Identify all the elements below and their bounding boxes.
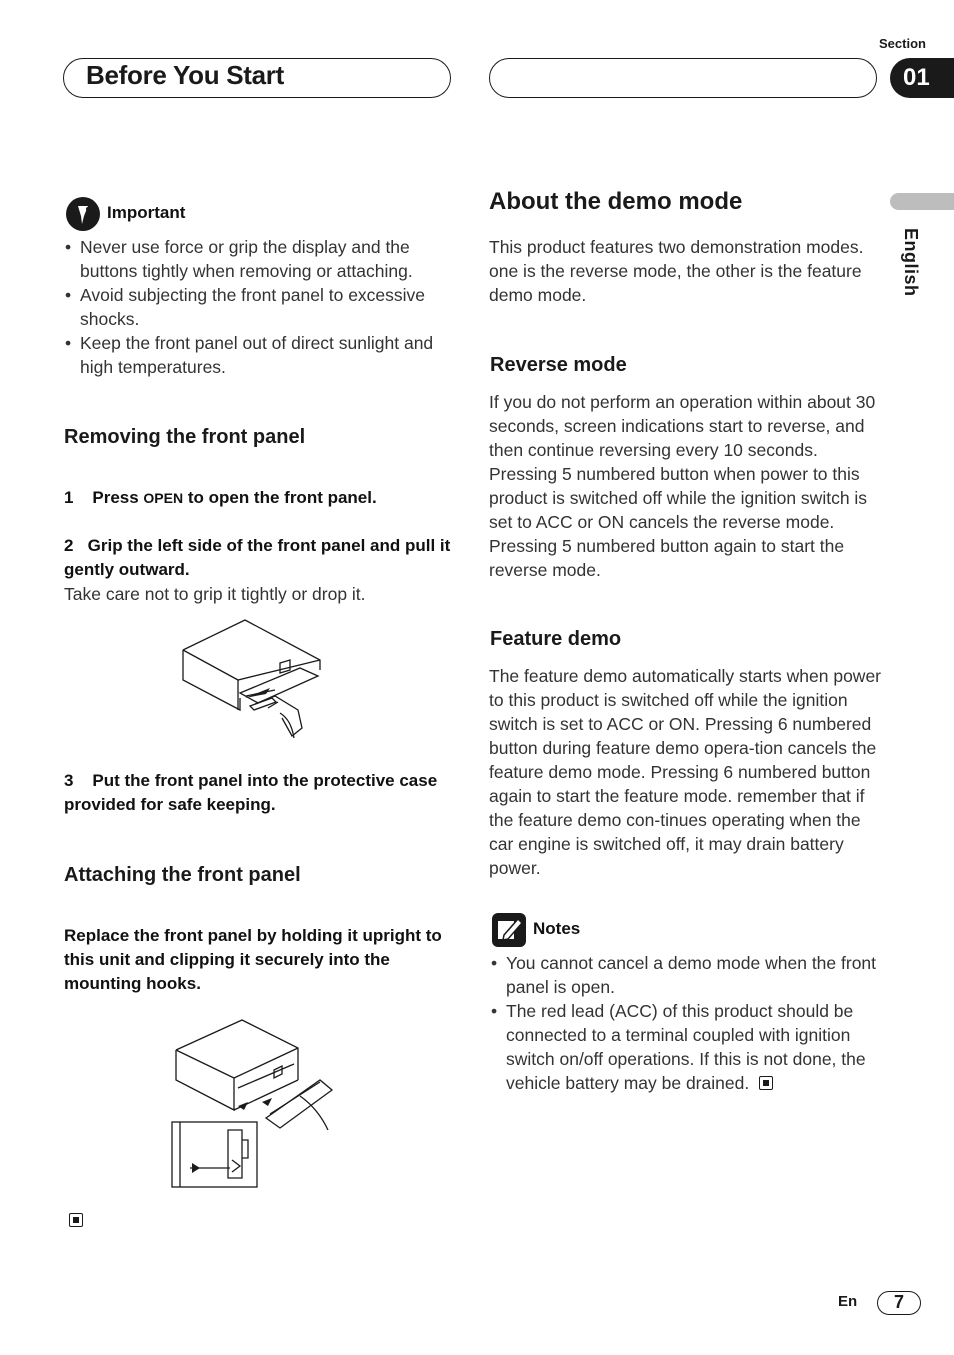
step-text-post: to open the front panel. [183, 488, 377, 507]
important-label: Important [107, 203, 186, 222]
list-item [490, 999, 880, 1095]
notes-label: Notes [533, 919, 581, 938]
language-tab-label: English [901, 228, 921, 297]
removing-panel-illustration [180, 618, 340, 743]
section-number-badge: 01 [890, 58, 954, 98]
section-end-icon [759, 1076, 773, 1090]
feature-demo-heading: Feature demo [490, 628, 622, 650]
page-title: Before You Start [86, 60, 284, 90]
demo-intro-text: This product features two demonstration modes. one is the reverse mode, the other is the feature demo mode. [489, 237, 864, 305]
attaching-heading: Attaching the front panel [64, 864, 301, 886]
step-1 [64, 486, 454, 510]
step-2-note: Take care not to grip it tightly or drop it. [64, 584, 366, 604]
step-2 [64, 534, 456, 582]
footer-lang: En [838, 1293, 858, 1310]
attaching-instruction: Replace the front panel by holding it upright to this unit and clipping it securely into the mounting hooks. [64, 926, 442, 993]
reverse-mode-text: If you do not perform an operation within about 30 seconds, screen indications start to reverse, and then continue reversing every 10 seconds. Pressing 5 numbered button when power to this product is switched off while the ignition switch is set to ACC or ON cancels the reverse mode. Pressing 5 numbered button again to start the reverse mode. [489, 392, 876, 580]
step-3 [64, 769, 456, 817]
notes-list [490, 951, 880, 1095]
step-text-pre: Press [92, 488, 144, 507]
feature-demo-text: The feature demo automatically starts when power to this product is switched off while the ignition switch is set to ACC or ON. Pressing 6 numbered button during feature demo opera-tion cancels the feature demo mode. Pressing 6 numbered button again to start the feature mode. remember that if the feature demo con-tinues operating when the car engine is switched off, it may drain battery power. [489, 666, 881, 878]
section-end-icon [69, 1213, 83, 1227]
step-number: 1 [64, 488, 74, 507]
list-item: • Never use force or grip the display and the buttons tightly when removing or attaching. [64, 235, 454, 283]
header-blank-frame [489, 58, 877, 98]
important-list [64, 235, 454, 379]
removing-heading: Removing the front panel [64, 426, 306, 448]
list-item-text: The red lead (ACC) of this product should be connected to a terminal coupled with ignition switch on/off operations. If this is not done, the vehicle battery may be drained. [506, 1001, 866, 1093]
demo-mode-heading: About the demo mode [489, 188, 743, 215]
list-item: • Keep the front panel out of direct sunlight and high temperatures. [64, 331, 454, 379]
step-number: 3 [64, 771, 74, 790]
page-number: 7 [877, 1291, 921, 1315]
step-number: 2 [64, 536, 74, 555]
list-item: • You cannot cancel a demo mode when the front panel is open. [490, 951, 880, 999]
step-text: Grip the left side of the front panel and pull it gently outward. [64, 536, 451, 579]
open-key-label: OPEN [143, 490, 184, 506]
list-item: • Avoid subjecting the front panel to excessive shocks. [64, 283, 454, 331]
notes-icon [492, 913, 526, 947]
language-tab-marker [890, 193, 954, 210]
step-text: Put the front panel into the protective case provided for safe keeping. [64, 771, 438, 814]
reverse-mode-heading: Reverse mode [490, 354, 627, 376]
section-label: Section [879, 36, 926, 51]
attaching-panel-illustration [170, 1018, 340, 1190]
important-icon [66, 197, 100, 231]
